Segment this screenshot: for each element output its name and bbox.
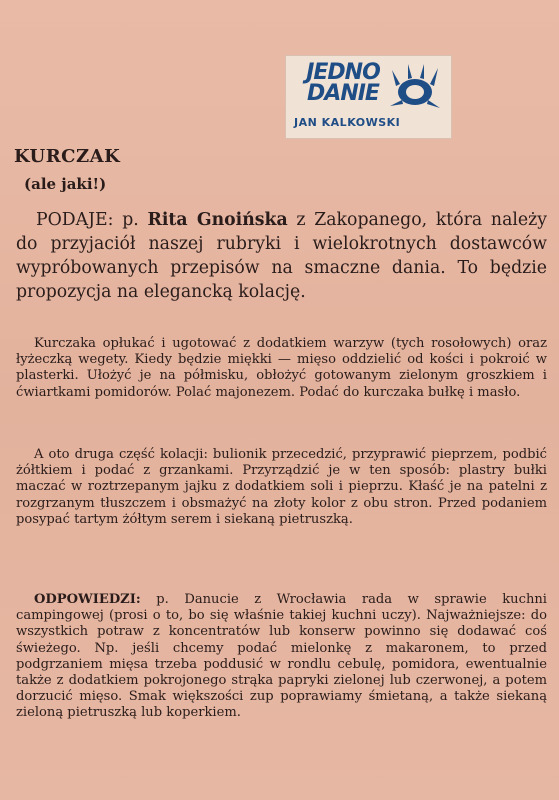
lead-name: Rita Gnoińska xyxy=(147,210,288,230)
article-subheadline: (ale jaki!) xyxy=(24,175,107,193)
logo-title-line2: DANIE xyxy=(307,81,379,106)
paragraph-text: A oto druga część kolacji: bulionik przecedzić, przyprawić pieprzem, podbić żółtkiem i podać z grzankami. Przyrządzić je w ten sposób: plastry bułki maczać w roztrzepanym jajku z dodatkiem soli i pieprzu. Kłaść je na patelni z rozgrzanym tłuszczem i obsmażyć na złoty kolor z obu stron. Przed podaniem posypać tartym żółtym serem i siekaną pietruszką. xyxy=(16,447,547,527)
paragraph-text xyxy=(16,592,547,722)
lead-intro: PODAJE: p. xyxy=(36,210,148,230)
answers-label: ODPOWIEDZI: xyxy=(34,592,141,607)
article-headline: KURCZAK xyxy=(14,146,121,167)
lead-paragraph xyxy=(16,208,547,304)
logo-title-line1: JEDNO xyxy=(306,60,380,85)
column-logo xyxy=(285,55,452,139)
dish-icon xyxy=(386,62,444,116)
logo-title xyxy=(300,62,386,104)
logo-author: JAN KALKOWSKI xyxy=(294,116,401,129)
recipe-paragraph-1 xyxy=(16,336,547,401)
paragraph-text: Kurczaka opłukać i ugotować z dodatkiem warzyw (tych rosołowych) oraz łyżeczką wegety. Kiedy będzie miękki — mięso oddzielić od kości i pokroić w plasterki. Ułożyć je na półmisku, obłożyć gotowanym zielonym groszkiem i ćwiartkami pomidorów. Polać majonezem. Podać do kurczaka bułkę i masło. xyxy=(16,336,547,400)
answers-paragraph xyxy=(16,592,547,722)
answers-text: p. Danucie z Wrocławia rada w sprawie kuchni campingowej (prosi o to, bo się właśnie takiej kuchni uczy). Najważniejsze: do wszystkich potraw z koncentratów lub konserw powinno się dodawać coś świeżego. Np. jeśli chcemy podać mielonkę z makaronem, to przed podgrzaniem mięsa trzeba poddusić w rondlu cebulę, pomidora, ewentualnie także z dodatkiem pokrojonego strąka papryki zielonej lub czerwonej, a potem dorzucić mięso. Smak większości zup poprawiamy śmietaną, a także siekaną zieloną pietruszką lub koperkiem. xyxy=(16,592,547,721)
recipe-paragraph-2 xyxy=(16,447,547,528)
article-lead xyxy=(16,208,547,304)
lead-rest: z Zakopanego, która należy do przyjaciół naszej rubryki i wielokrotnych dostawców wypróbowanych przepisów na smaczne dania. To będzie propozycja na elegancką kolację. xyxy=(16,210,547,302)
